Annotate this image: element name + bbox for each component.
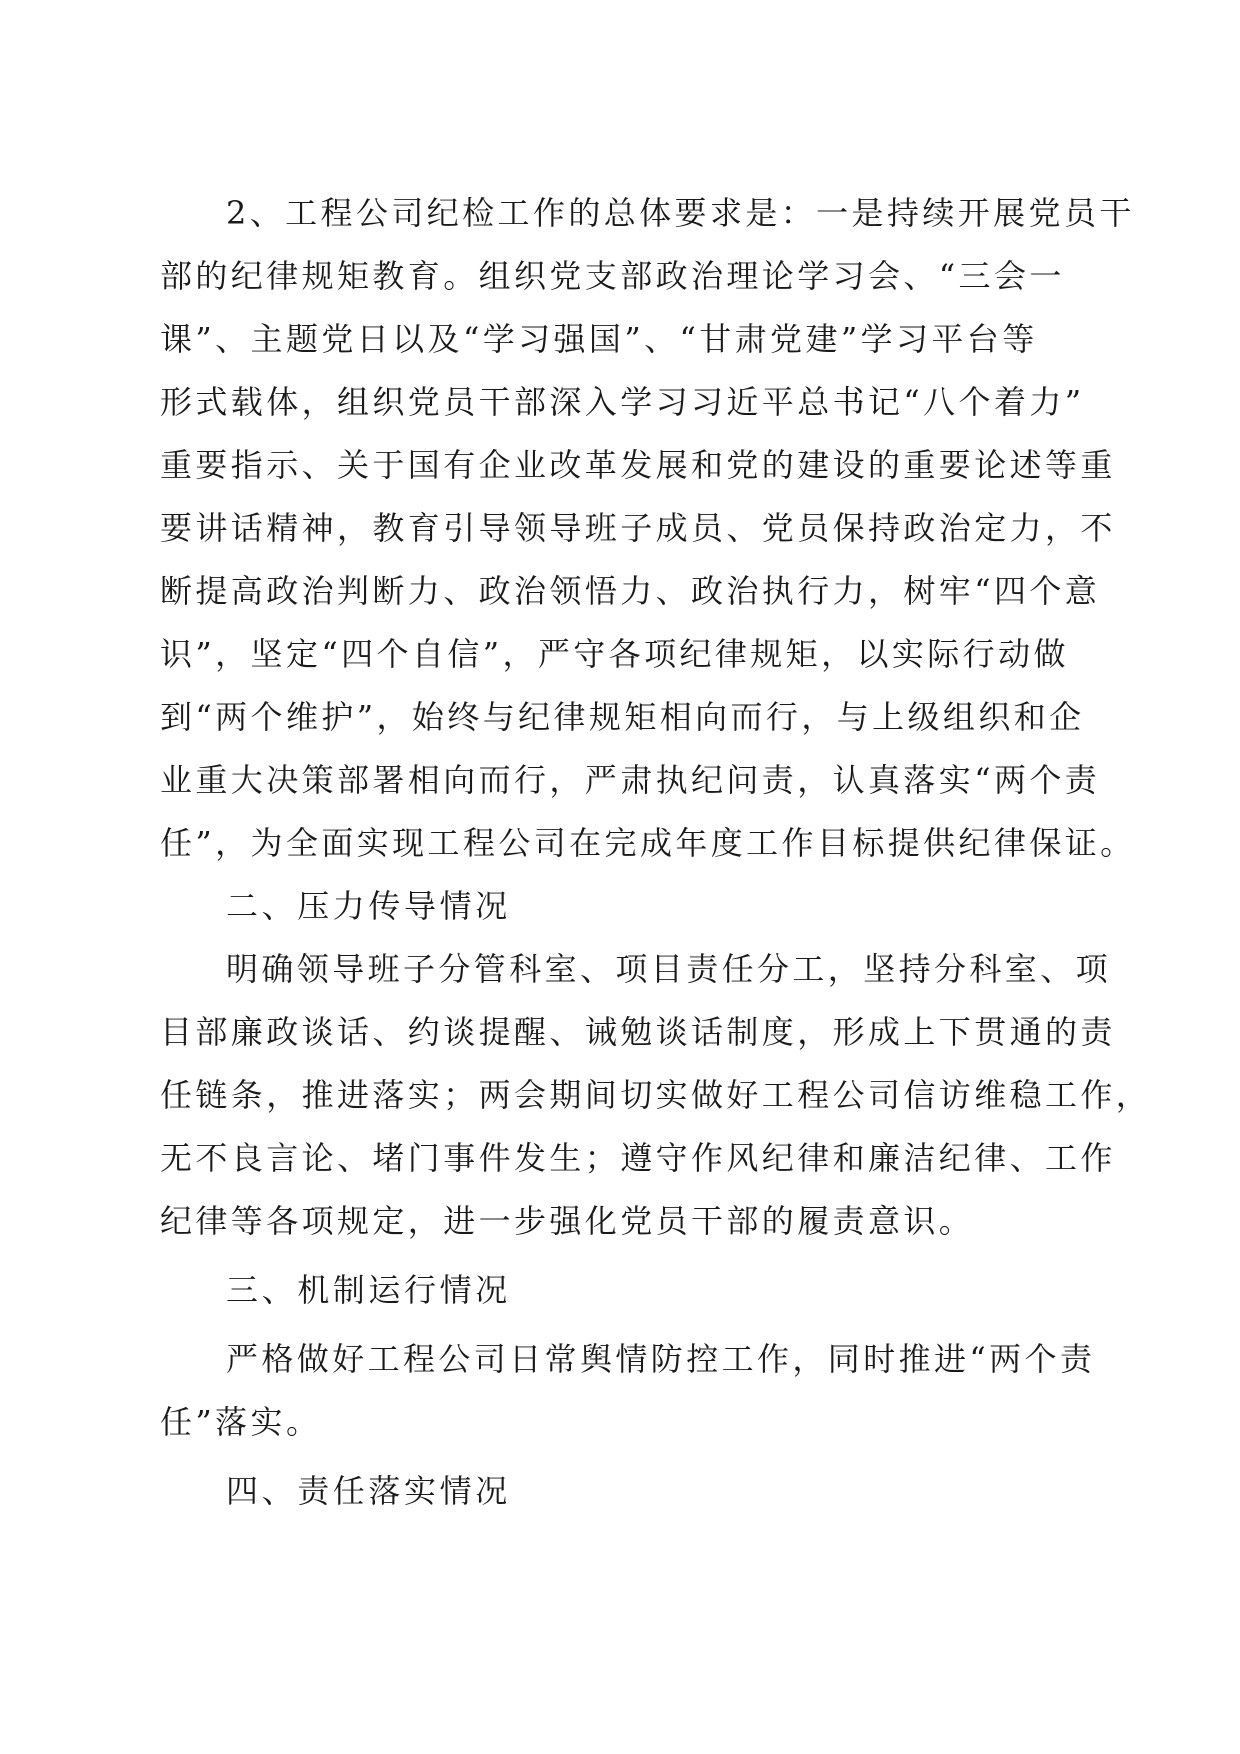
text-line: 任”，为全面实现工程公司在完成年度工作目标提供纪律保证。	[160, 824, 1136, 862]
text-line: 断提高政治判断力、政治领悟力、政治执行力，树牢“四个意	[160, 572, 1101, 610]
text-line: 重要指示、关于国有企业改革发展和党的建设的重要论述等重	[160, 446, 1116, 484]
text-line: 明确领导班子分管科室、项目责任分工，坚持分科室、项	[226, 950, 1112, 988]
text-line: 业重大决策部署相向而行，严肃执纪问责，认真落实“两个责	[160, 761, 1101, 799]
text-line: 形式载体，组织党员干部深入学习习近平总书记“八个着力”	[160, 383, 1085, 421]
text-line: 部的纪律规矩教育。组织党支部政治理论学习会、“三会一	[160, 257, 1065, 295]
paragraph-3	[160, 1328, 1096, 1454]
paragraph-1	[160, 182, 1136, 875]
section-heading-3: 三、机制运行情况	[226, 1271, 511, 1309]
text-line: 要讲话精神，教育引导领导班子成员、党员保持政治定力，不	[160, 509, 1116, 547]
text-line: 到“两个维护”，始终与纪律规矩相向而行，与上级组织和企	[160, 698, 1085, 736]
text-line: 严格做好工程公司日常舆情防控工作，同时推进“两个责	[226, 1340, 1096, 1378]
text-line: 识”，坚定“四个自信”，严守各项纪律规矩，以实际行动做	[160, 635, 1069, 673]
paragraph-2	[160, 938, 1152, 1253]
section-heading-4: 四、责任落实情况	[226, 1472, 511, 1510]
text-line: 纪律等各项规定，进一步强化党员干部的履责意识。	[160, 1202, 975, 1240]
text-line: 2、工程公司纪检工作的总体要求是：一是持续开展党员干	[226, 194, 1135, 232]
text-line: 课”、主题党日以及“学习强国”、“甘肃党建”学习平台等	[160, 320, 1038, 358]
text-line: 目部廉政谈话、约谈提醒、诫勉谈话制度，形成上下贯通的责	[160, 1013, 1116, 1051]
section-heading-2: 二、压力传导情况	[226, 887, 511, 925]
text-line: 无不良言论、堵门事件发生；遵守作风纪律和廉洁纪律、工作	[160, 1139, 1116, 1177]
document-page	[160, 182, 1152, 1523]
text-line: 任链条，推进落实；两会期间切实做好工程公司信访维稳工作，	[160, 1076, 1152, 1114]
text-line: 任”落实。	[160, 1403, 322, 1441]
